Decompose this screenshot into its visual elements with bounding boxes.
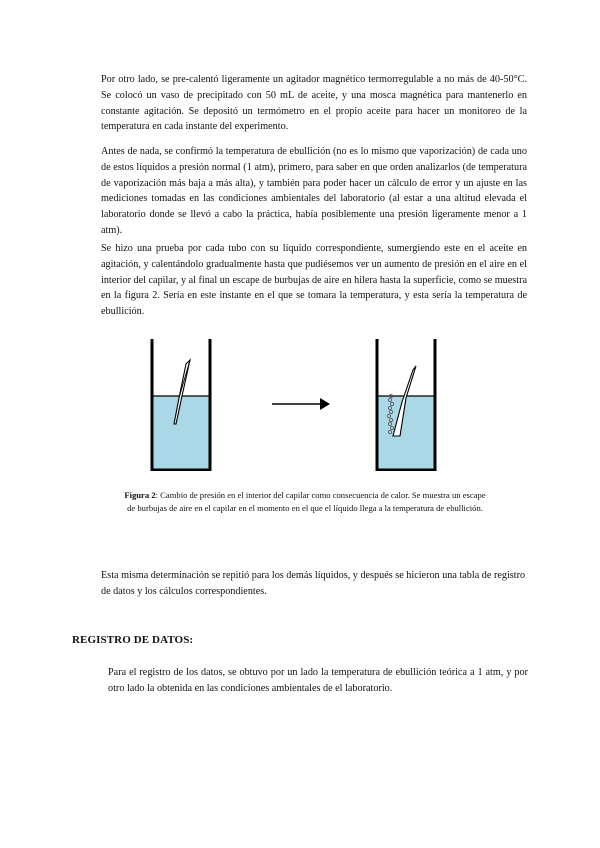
figure-caption-text: : Cambio de presión en el interior del capilar como consecuencia de calor. Se muestra un escape de burbujas de aire en el capilar en el momento en el que el líquido llega a la temperatura de ebullición. — [127, 490, 486, 513]
arrow-icon — [272, 398, 330, 410]
paragraph-test-procedure: Se hizo una prueba por cada tubo con su líquido correspondiente, sumergiendo este en el aceite en agitación, y calentándolo gradualmente hasta que pudiésemos ver un aumento de presión en el aire en el interior del capilar, y al final un escape de burbujas de aire en hilera hasta la superficie, como se muestra en la figura 2. Sería en este instante en el que se tomara la temperatura, y esta sería la temperatura de ebullición. — [101, 243, 527, 318]
figure-2-diagram — [140, 336, 470, 471]
figure-label: Figura 2 — [124, 490, 156, 500]
figure-caption — [120, 489, 490, 514]
paragraph-data-record: Para el registro de los datos, se obtuvo por un lado la temperatura de ebullición teórica a 1 atm, y por otro lado la obtenida en las condiciones ambientales de el laboratorio. — [108, 667, 528, 694]
beaker-before — [152, 339, 210, 470]
beaker-after — [377, 339, 435, 470]
liquid-after — [377, 396, 435, 469]
paragraph-boiling-point: Antes de nada, se confirmó la temperatura de ebullición (no es lo mismo que vaporización) de cada uno de estos líquidos a presión normal (1 atm), primero, para saber en que orden analizarlos (de temperatura de vaporización más baja a más alta), y también para poder hacer un cálculo de error y un ajuste en las mediciones tomadas en las condiciones ambientales del laboratorio (al estar a una altitud elevada el laboratorio donde se llevó a cabo la práctica, había posiblemente una presión ligeramente menor a 1 atm). — [101, 146, 527, 236]
paragraph-oil-heating: Por otro lado, se pre-calentó ligeramente un agitador magnético termorregulable a no más de 40-50°C. Se colocó un vaso de precipitado con 50 mL de aceite, y una mosca magnética para mantenerlo en constante agitación. Se depositó un termómetro en el propio aceite para hacer un monitoreo de la temperatura en cada instante del experimento. — [101, 74, 527, 133]
paragraph-repetition: Esta misma determinación se repitió para los demás líquidos, y después se hicieron una tabla de registro de datos y los cálculos correspondientes. — [101, 570, 526, 597]
liquid-before — [152, 396, 210, 469]
section-heading: REGISTRO DE DATOS: — [72, 634, 194, 646]
